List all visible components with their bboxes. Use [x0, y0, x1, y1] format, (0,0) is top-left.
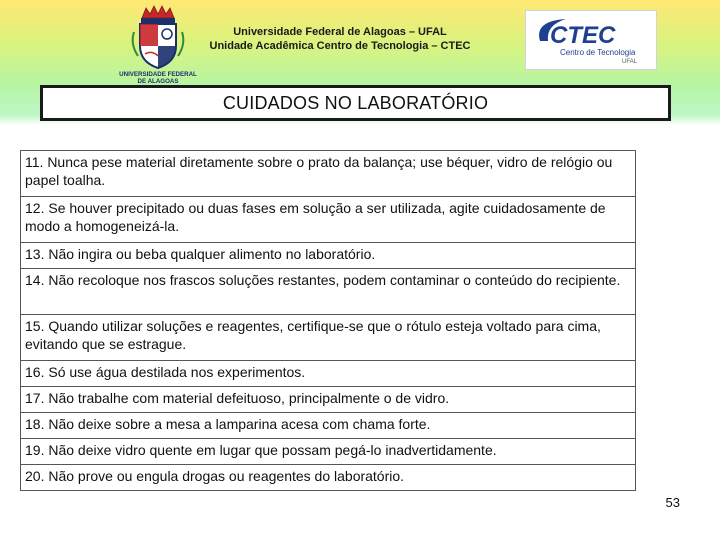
rule-item: 11. Nunca pese material diretamente sobre o prato da balança; use béquer, vidro de relógio ou papel toalha. [21, 151, 635, 197]
slide-title: CUIDADOS NO LABORATÓRIO [222, 92, 489, 113]
page-number: 53 [665, 495, 680, 510]
rule-item: 14. Não recoloque nos frascos soluções restantes, podem contaminar o conteúdo do recipiente. [21, 269, 635, 315]
rule-item: 16. Só use água destilada nos experimentos. [21, 361, 635, 387]
ctec-logo-text: CTEC [550, 22, 616, 49]
rules-table [20, 150, 636, 491]
rule-item: 15. Quando utilizar soluções e reagentes, certifique-se que o rótulo esteja voltado para cima, evitando que se estrague. [21, 315, 635, 361]
rule-item: 13. Não ingira ou beba qualquer alimento no laboratório. [21, 243, 635, 269]
rule-item: 18. Não deixe sobre a mesa a lamparina acesa com chama forte. [21, 413, 635, 439]
rule-item: 20. Não prove ou engula drogas ou reagentes do laboratório. [21, 465, 635, 491]
ufal-logo-caption-1: UNIVERSIDADE FEDERAL [119, 71, 197, 78]
title-box [40, 85, 671, 121]
rule-item: 12. Se houver precipitado ou duas fases em solução a ser utilizada, agite cuidadosamente de modo a homogeneizá-la. [21, 197, 635, 243]
rule-item: 17. Não trabalhe com material defeituoso, principalmente o de vidro. [21, 387, 635, 413]
ctec-logo-subtitle: Centro de Tecnologia [560, 48, 636, 57]
rule-item: 19. Não deixe vidro quente em lugar que possam pegá-lo inadvertidamente. [21, 439, 635, 465]
university-line: Universidade Federal de Alagoas – UFAL [233, 26, 447, 38]
ufal-crest-icon [133, 6, 184, 68]
header-institution [190, 25, 490, 53]
unit-line: Unidade Acadêmica Centro de Tecnologia – CTEC [209, 40, 471, 52]
ctec-logo-small: UFAL [622, 59, 638, 65]
ctec-logo [525, 10, 657, 70]
ufal-logo-caption-2: DE ALAGOAS [137, 78, 179, 84]
